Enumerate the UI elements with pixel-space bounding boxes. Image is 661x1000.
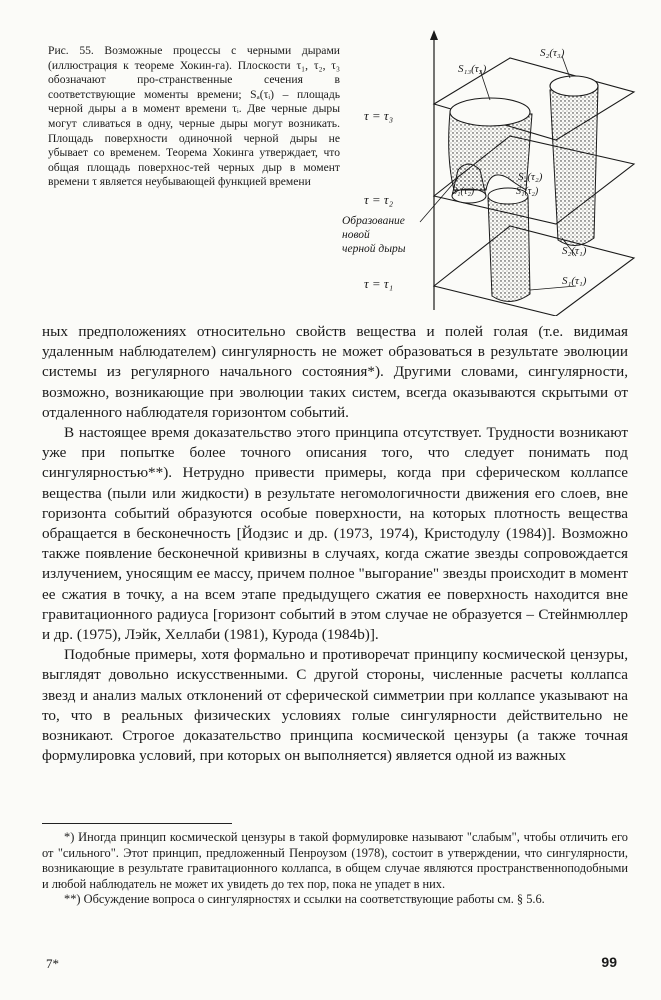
label-s1-t2-a: S₁(τ₂) — [452, 186, 475, 197]
label-plane-tau1: τ = τ₁ — [364, 276, 394, 291]
caption-text: Рис. 55. Возможные процессы с черными дырами (иллюстрация к теореме Хокин-га). Плоскости τ₁, τ₂, τ₃ обозначают про-странственные сечения в соответствующие моменты времени; Sₐ(τᵢ) – площадь черной дыры a в момент времени τᵢ. Две черные дыры могут сливаться в одну, черные дыры могут возникать. Площадь поверхности одиночной черной дыры не убывает со временем. Теорема Хокинга утверждает, что общая площадь поверхнос-тей черных дыр в момент времени τ является неубывающей функцией времени — [48, 44, 340, 189]
label-new-bh-2: новой — [342, 229, 370, 241]
main-text — [42, 322, 628, 766]
label-s2-t1: S₂(τ₁) — [562, 245, 587, 257]
label-new-bh-1: Образование — [342, 215, 405, 227]
footnote-rule — [42, 823, 232, 824]
figure-55 — [340, 28, 640, 316]
paragraph-1: ных предположениях относительно свойств вещества и полей голая (т.е. видимая удаленным наблюдателем) сингулярность не может образоваться в результате эволюции системы из регулярного начального состояния*). Другими словами, сингулярности, возможно, возникающие при эволюции таких систем, всегда оказываются скрытыми от отдаленного наблюдателя горизонтом событий. — [42, 323, 628, 421]
label-s2-t3: S₂(τ₃) — [540, 47, 565, 59]
plane-tau1 — [434, 226, 634, 316]
signature-mark: 7* — [46, 956, 59, 971]
footnote-2: **) Обсуждение вопроса о сингулярностях и ссылки на соответствующие работы см. § 5.6. — [64, 892, 545, 907]
black-hole-2-tube — [550, 86, 598, 246]
black-hole-1-lower-tube — [488, 196, 530, 302]
time-axis-arrow-icon — [430, 30, 438, 40]
label-s1-t1: S₁(τ₁) — [562, 275, 587, 287]
black-hole-diagram — [340, 28, 640, 316]
merged-black-hole-top — [450, 98, 530, 126]
label-s1-t2-b: S₁(τ₂) — [516, 186, 539, 197]
label-plane-tau3: τ = τ₃ — [364, 108, 394, 123]
footnote-1: *) Иногда принцип космической цензуры в такой формулировке называют "слабым", чтобы отличить его от "сильного". Этот принцип, предложенный Пенроузом (1978), состоит в утверждении, что сингулярности, возникающие в результате гравитационного коллапса, в общем случае являются пространственноподобными и любой наблюдатель не может их увидеть до тех пор, пока не упадет в них. — [42, 830, 628, 891]
label-s13-t3: S₁₃(τ₃) — [458, 63, 487, 75]
footnotes — [42, 830, 628, 908]
paragraph-2: В настоящее время доказательство этого принципа отсутствует. Трудности возникают уже при попытке более точного описания того, что следует понимать под сингулярностью**). Нетрудно привести примеры, когда при сферическом коллапсе вещества (пыли или жидкости) в результате негомологичности движения его слоев, вне горизонта событий образуются особые поверхности, на которых плотность вещества обращается в бесконечность [Йодзис и др. (1973, 1974), Кристодулу (1984)]. Возможно также появление бесконечной кривизны в случаях, когда сжатие звезды сопровождается излучением, уносящим ее массу, причем полное "выгорание" звезды происходит в момент ее сжатия в точку, а на всем этапе предыдущего сжатия ее поверхность находится вне гравитационного радиуса [горизонт событий в этом случае не образуется – Стейнмюллер и др. (1975), Лэйк, Хеллаби (1981), Курода (1984b)]. — [42, 424, 628, 644]
black-hole-2-top — [550, 76, 598, 96]
label-plane-tau2: τ = τ₂ — [364, 192, 394, 207]
label-new-bh-3: черной дыры — [342, 243, 406, 255]
label-s2-t2: S₂(τ₂) — [518, 171, 543, 183]
page-number: 99 — [601, 954, 617, 970]
leader-s2-t3 — [562, 56, 570, 78]
paragraph-3: Подобные примеры, хотя формально и противоречат принципу космической цензуры, выглядят довольно искусственными. С другой стороны, численные расчеты коллапса звезд и анализ малых отклонений от сферической симметрии при коллапсе указывают на то, что в реальных физических условиях голые сингулярности действительно не возникают. Строгое доказательство принципа космической цензуры (а также точная формулировка условий, при которых он выполняется) является одной из важных — [42, 646, 628, 765]
figure-caption — [48, 44, 340, 190]
